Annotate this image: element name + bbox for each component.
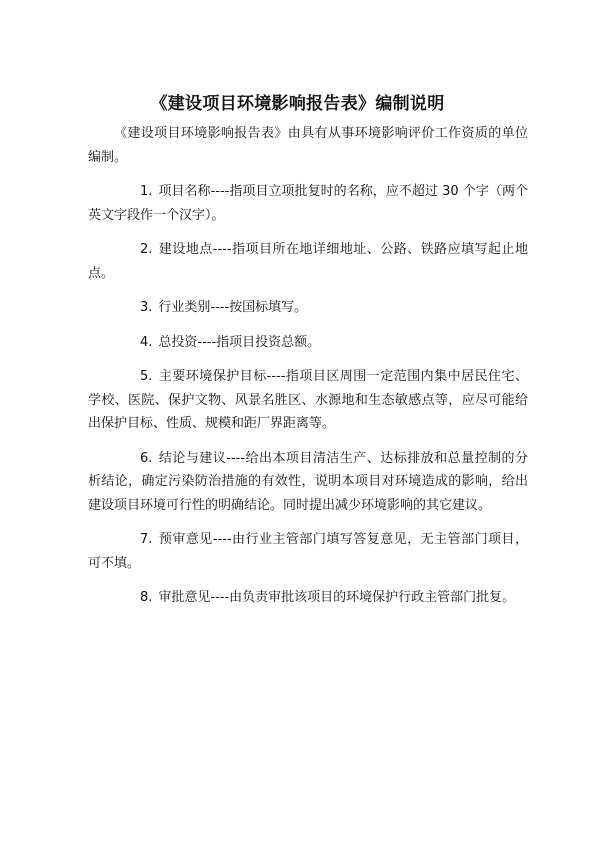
list-item [88, 180, 528, 227]
item-text: 项目名称----指项目立项批复时的名称，应不超过 30 个字（两个英文字段作一个汉字）。 [88, 184, 528, 223]
item-number: 4. [140, 334, 153, 350]
item-number: 7. [140, 532, 153, 547]
page-title: 《建设项目环境影响报告表》编制说明 [150, 94, 445, 114]
item-number: 3. [140, 300, 153, 315]
list-item [88, 586, 528, 610]
item-text: 主要环境保护目标----指项目区周围一定范围内集中居民住宅、学校、医院、保护文物、风景名胜区、水源地和生态敏感点等，应尽可能给出保护目标、性质、规模和距厂界距离等。 [88, 369, 528, 431]
item-number: 5. [140, 369, 153, 384]
item-number: 6. [140, 450, 153, 466]
list-item [88, 447, 528, 518]
item-number: 2. [140, 242, 153, 257]
item-text: 建设地点----指项目所在地详细地址、公路、铁路应填写起止地点。 [88, 242, 528, 281]
item-text: 行业类别----按国标填写。 [158, 300, 308, 315]
item-text: 审批意见----由负责审批该项目的环境保护行政主管部门批复。 [158, 590, 516, 605]
item-number: 1. [140, 184, 153, 199]
list-item [88, 365, 528, 436]
item-number: 8. [140, 590, 153, 605]
list-item [88, 238, 528, 285]
item-text: 结论与建议----给出本项目清洁生产、达标排放和总量控制的分析结论，确定污染防治措施的有效性，说明本项目对环境造成的影响，给出建设项目环境可行性的明确结论。同时提出减少环境影响的其它建议。 [88, 450, 528, 513]
list-item [88, 331, 528, 355]
list-item [88, 528, 528, 575]
list-item [88, 296, 528, 320]
intro-paragraph: 《建设项目环境影响报告表》由具有从事环境影响评价工作资质的单位编制。 [88, 126, 528, 165]
item-text: 预审意见----由行业主管部门填写答复意见，无主管部门项目，可不填。 [88, 532, 528, 571]
document-body [88, 122, 528, 621]
item-text: 总投资----指项目投资总额。 [158, 334, 321, 350]
